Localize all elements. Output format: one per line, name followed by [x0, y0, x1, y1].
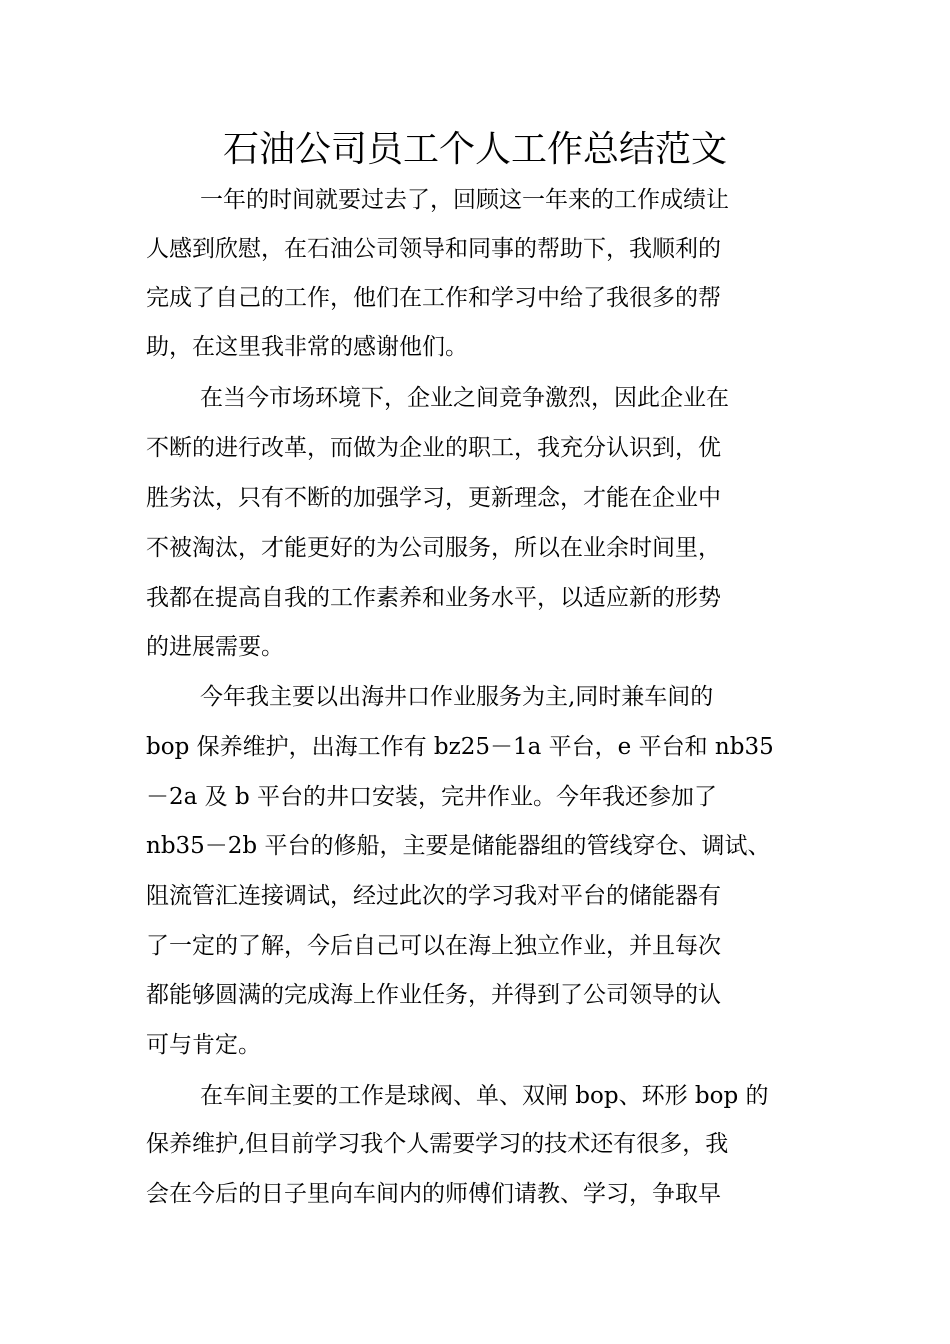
paragraph-3-line-7: 都能够圆满的完成海上作业任务，并得到了公司领导的认 — [146, 982, 721, 1008]
paragraph-4-line-2: 保养维护,但目前学习我个人需要学习的技术还有很多，我 — [146, 1131, 729, 1157]
paragraph-2-line-3: 胜劣汰，只有不断的加强学习，更新理念，才能在企业中 — [146, 485, 721, 511]
paragraph-3-line-1: 今年我主要以出海井口作业服务为主,同时兼车间的 — [200, 684, 714, 710]
paragraph-2-line-4: 不被淘汰，才能更好的为公司服务，所以在业余时间里， — [146, 535, 721, 561]
document-title: 石油公司员工个人工作总结范文 — [222, 129, 727, 170]
paragraph-1-line-1: 一年的时间就要过去了，回顾这一年来的工作成绩让 — [200, 187, 729, 213]
paragraph-3-line-3: －2a 及 b 平台的井口安装，完井作业。今年我还参加了 — [146, 784, 718, 810]
paragraph-4-line-1: 在车间主要的工作是球阀、单、双闸 bop、环形 bop 的 — [200, 1083, 769, 1109]
paragraph-1-line-2: 人感到欣慰，在石油公司领导和同事的帮助下，我顺利的 — [146, 236, 721, 262]
paragraph-3-line-6: 了一定的了解，今后自己可以在海上独立作业，并且每次 — [146, 933, 721, 959]
paragraph-2-line-1: 在当今市场环境下，企业之间竞争激烈，因此企业在 — [200, 385, 729, 411]
paragraph-3-line-8: 可与肯定。 — [146, 1032, 261, 1058]
paragraph-1-line-3: 完成了自己的工作，他们在工作和学习中给了我很多的帮 — [146, 285, 721, 311]
paragraph-3-line-2: bop 保养维护，出海工作有 bz25－1a 平台，e 平台和 nb35 — [146, 734, 774, 760]
paragraph-2-line-5: 我都在提高自我的工作素养和业务水平，以适应新的形势 — [146, 585, 721, 611]
paragraph-2-line-6: 的进展需要。 — [146, 634, 284, 660]
paragraph-4-line-3: 会在今后的日子里向车间内的师傅们请教、学习，争取早 — [146, 1181, 721, 1207]
paragraph-3-line-5: 阻流管汇连接调试，经过此次的学习我对平台的储能器有 — [146, 883, 721, 909]
paragraph-1-line-4: 助，在这里我非常的感谢他们。 — [146, 334, 468, 360]
paragraph-3-line-4: nb35－2b 平台的修船，主要是储能器组的管线穿仓、调试、 — [146, 833, 771, 859]
paragraph-2-line-2: 不断的进行改革，而做为企业的职工，我充分认识到，优 — [146, 435, 721, 461]
